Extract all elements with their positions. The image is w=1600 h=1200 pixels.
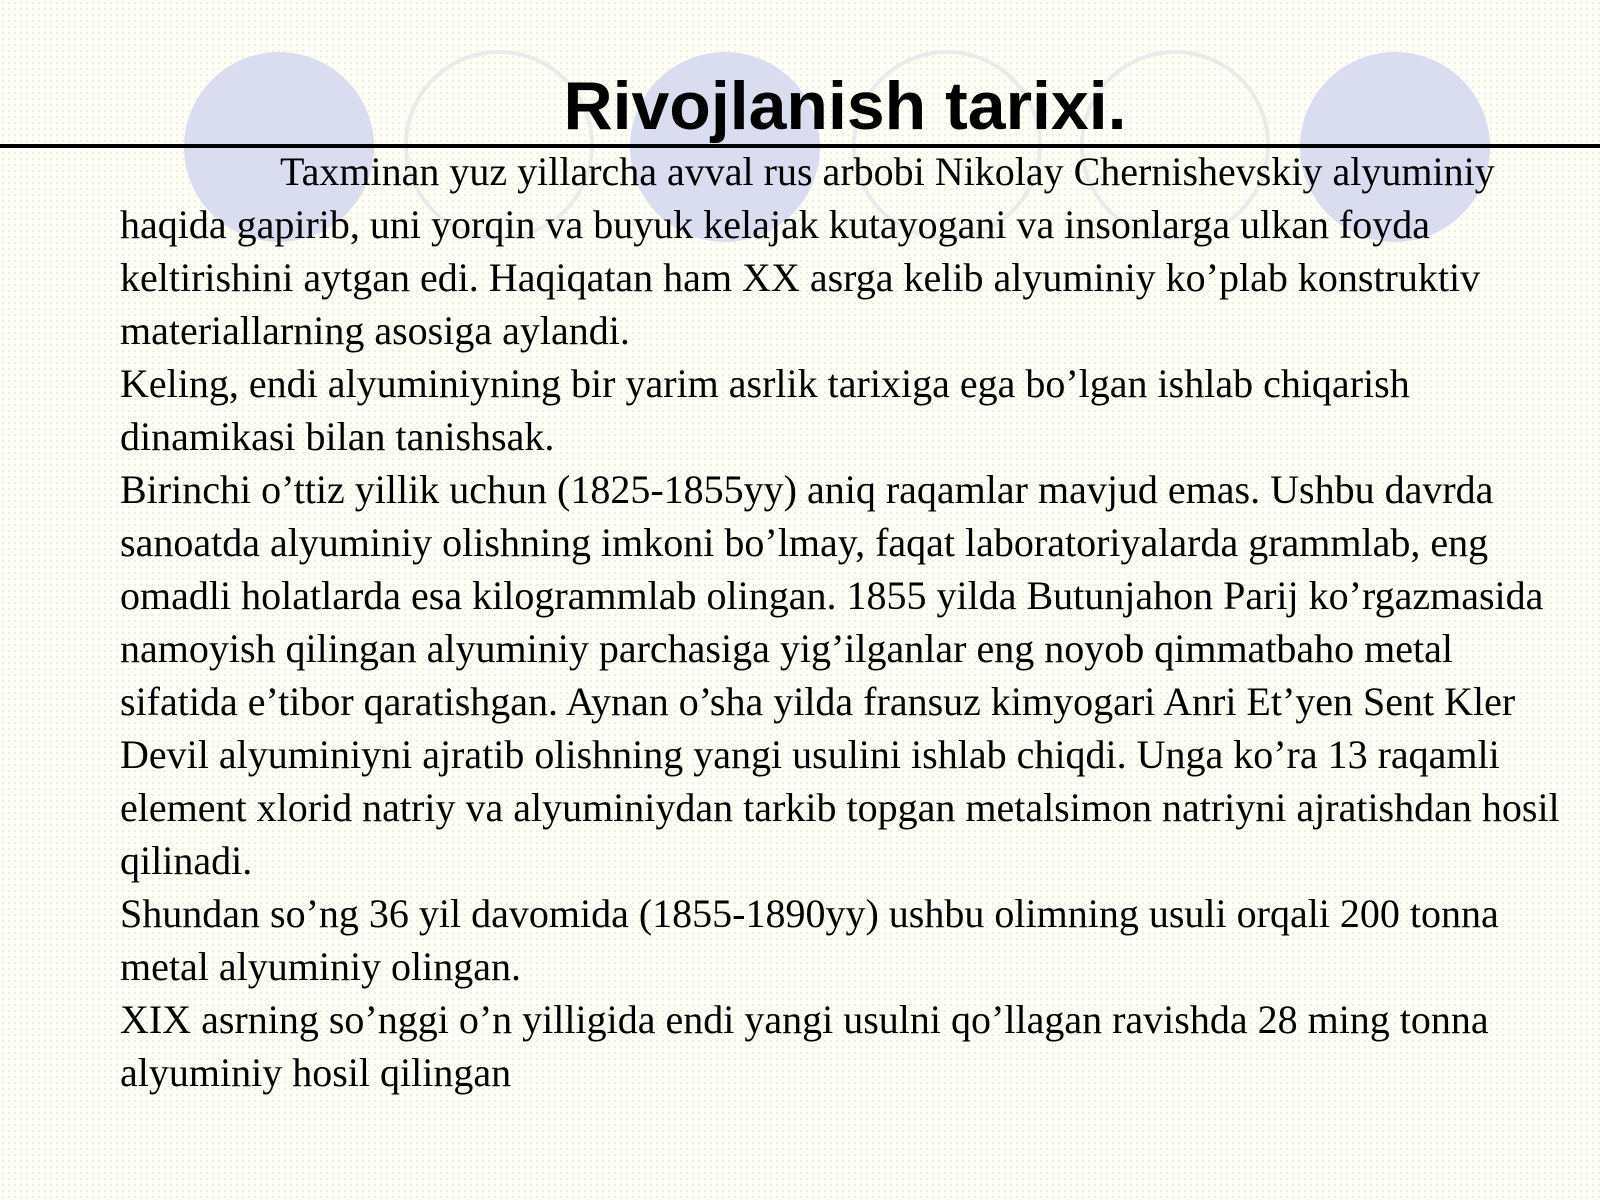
body-paragraph: Keling, endi alyuminiyning bir yarim asrlik tarixiga ega bo’lgan ishlab chiqarish dinamikasi bilan tanishsak. (120, 361, 1410, 459)
body-paragraph: Taxminan yuz yillarcha avval rus arbobi Nikolay Chernishevskiy alyuminiy haqida gapirib, uni yorqin va buyuk kelajak kutayogani va insonlarga ulkan foyda keltirishini aytgan edi. Haqiqatan ham XX asrga kelib alyuminiy ko’plab konstruktiv materiallarning asosiga aylandi. (120, 149, 1495, 353)
slide-title: Rivojlanish tarixi. (563, 68, 1127, 144)
body-paragraph: Birinchi o’ttiz yillik uchun (1825-1855yy) aniq raqamlar mavjud emas. Ushbu davrda sanoatda alyuminiy olishning imkoni bo’lmay, faqat laboratoriyalarda grammlab, eng omadli holatlarda esa kilogrammlab olingan. 1855 yilda Butunjahon Parij ko’rgazmasida namoyish qilingan alyuminiy parchasiga yig’ilganlar eng noyob qimmatbaho metal sifatida e’tibor qaratishgan. Aynan o’sha yilda fransuz kimyogari Anri Et’yen Sent Kler Devil alyuminiyni ajratib olishning yangi usulini ishlab chiqdi. Unga ko’ra 13 raqamli element xlorid natriy va alyuminiydan tarkib topgan metalsimon natriyni ajratishdan hosil qilinadi. (120, 467, 1560, 883)
body-paragraph: Shundan so’ng 36 yil davomida (1855-1890yy) ushbu olimning usuli orqali 200 tonna metal alyuminiy olingan. (120, 891, 1499, 989)
body-paragraph: XIX asrning so’nggi o’n yilligida endi yangi usulni qo’llagan ravishda 28 ming tonna alyuminiy hosil qilingan (120, 997, 1489, 1095)
slide-body (120, 145, 1560, 1099)
